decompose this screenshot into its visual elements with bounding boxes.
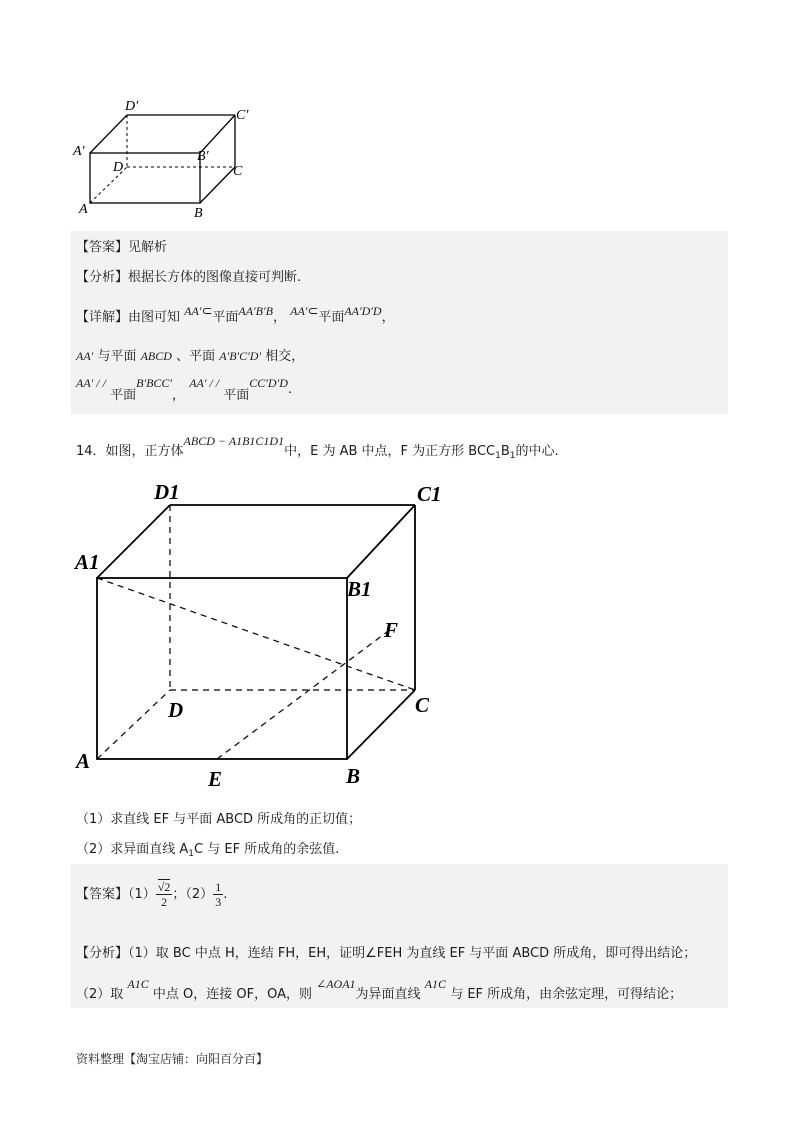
analysis-14-2-math1: A1C [127,977,149,991]
label-D-prime: D′ [125,99,139,114]
analysis-14-2-math3: A1C [424,977,447,991]
q14-sub1: 1 [495,451,501,461]
analysis-14-text-1: （1）取 BC 中点 H，连结 FH，EH，证明∠FEH 为直线 EF 与平面 ABCD 所成角，即可得出结论； [128,946,697,961]
sub-question-2-sub: 1 [188,849,195,859]
math-aa1-b: AA′ [290,304,308,318]
answer-2-label: （2） [185,887,214,902]
answer-tag-14: 【答案】 [76,887,129,902]
text-line2-3: 相交， [265,349,305,364]
answer-2-denominator: 3 [215,895,222,909]
answer-separator: ； [172,887,186,902]
label-D1: D1 [154,480,180,504]
math-line3-4: CC′D′D [249,376,288,390]
subset-symbol: ⊂ [201,304,213,319]
math-line3-3: AA′ / / [189,376,220,390]
label-C: C [233,164,243,179]
analysis-line-13 [76,266,301,285]
label-B: B [194,206,203,221]
analysis-tag: 【分析】 [76,270,129,285]
analysis-14-2-d: 与 EF 所成角，由余弦定理，可得结论； [450,987,683,1002]
analysis-line-14-2 [76,977,683,1002]
analysis-14-2-c: 为异面直线 [355,987,421,1002]
math-plane1: AA′B′B [238,304,273,318]
detail-prefix: 由图可知 [128,310,181,325]
answer-2-numerator: 1 [215,880,222,894]
plane-word-b: 平面 [318,310,345,325]
answer-1-fraction [156,880,173,909]
answer-1-label: （1） [128,887,156,902]
sub-question-2-a: （2）求异面直线 A [76,842,189,857]
analysis-14-2-a: （2）取 [76,987,124,1002]
cuboid-diagram-1 [70,95,260,225]
cube-figure-large [70,475,450,815]
math-line3-1: AA′ / / [76,376,106,390]
front-face-large [97,578,347,759]
answer-1-numerator: √2 [157,880,171,894]
q14-sub2: 1 [509,451,516,461]
label-E: E [208,767,223,791]
math-line2-3: A′B′C′D′ [219,349,262,363]
q14-cube-name: ABCD − A1B1C1D1 [183,434,285,448]
label-C-prime: C′ [236,108,249,123]
answer-end: . [223,887,228,902]
plane-word-line3: 平面 [110,388,137,403]
front-face [90,153,200,203]
answer-tag: 【答案】 [76,240,129,255]
label-A1: A1 [75,550,100,574]
cube-diagram-2 [70,475,450,815]
q14-rest-b: B [500,444,510,459]
answer-2-fraction [213,880,223,909]
question-14 [76,434,559,461]
analysis-tag-14: 【分析】 [76,946,129,961]
sub-question-2 [76,838,339,859]
analysis-14-2-math2: ∠AOA1 [316,977,356,991]
trailing-comma: ， [381,310,395,325]
cuboid-figure-small [70,95,260,225]
math-line2-2: ABCD [140,349,172,363]
math-line3-2: B′BCC′ [136,376,173,390]
sub-question-1: （1）求直线 EF 与平面 ABCD 所成角的正切值； [76,812,362,827]
answer-line-14 [76,880,227,909]
label-B-large: B [346,764,361,788]
answer-text: 见解析 [128,240,168,255]
comma: ， [272,310,286,325]
label-A-prime: A′ [73,144,85,159]
analysis-line-14-1 [76,942,696,961]
answer-line-13 [76,236,167,255]
answer-1-denominator: 2 [161,895,168,909]
label-C1: C1 [417,482,442,506]
footer-text: 资料整理【淘宝店铺：向阳百分百】 [76,1052,269,1066]
label-F: F [384,618,399,642]
q14-rest-end: 的中心. [515,444,559,459]
label-D: D [113,160,124,175]
detail-tag: 【详解】 [76,310,129,325]
label-A: A [79,202,88,217]
text-line2-2: 、平面 [176,349,216,364]
sub-question-2-b: C 与 EF 所成角的余弦值. [194,842,340,857]
subset-symbol-b: ⊂ [307,304,319,319]
label-C-large: C [415,693,430,717]
math-plane2: AA′D′D [344,304,382,318]
math-aa1: AA′ [184,304,202,318]
math-line2-1: AA′ [76,349,94,363]
label-A-large: A [76,749,91,773]
q14-rest: 中，E 为 AB 中点，F 为正方形 BCC [284,444,496,459]
plane-word: 平面 [212,310,239,325]
label-B-prime: B′ [197,149,209,164]
sep-line3: ， [172,388,186,403]
label-D-large: D [168,698,184,722]
analysis-text: 根据长方体的图像直接可判断. [128,270,302,285]
analysis-14-2-b: 中点 O，连接 OF，OA，则 [152,987,313,1002]
detail-line-2 [76,345,304,364]
detail-line-1 [76,306,395,325]
q14-number: 14．如图，正方体 [76,444,184,459]
end-line3: . [287,382,293,397]
detail-line-3 [76,376,293,403]
text-line2-1: 与平面 [97,349,137,364]
plane-word-line3-b: 平面 [223,388,250,403]
label-B1: B1 [347,577,372,601]
